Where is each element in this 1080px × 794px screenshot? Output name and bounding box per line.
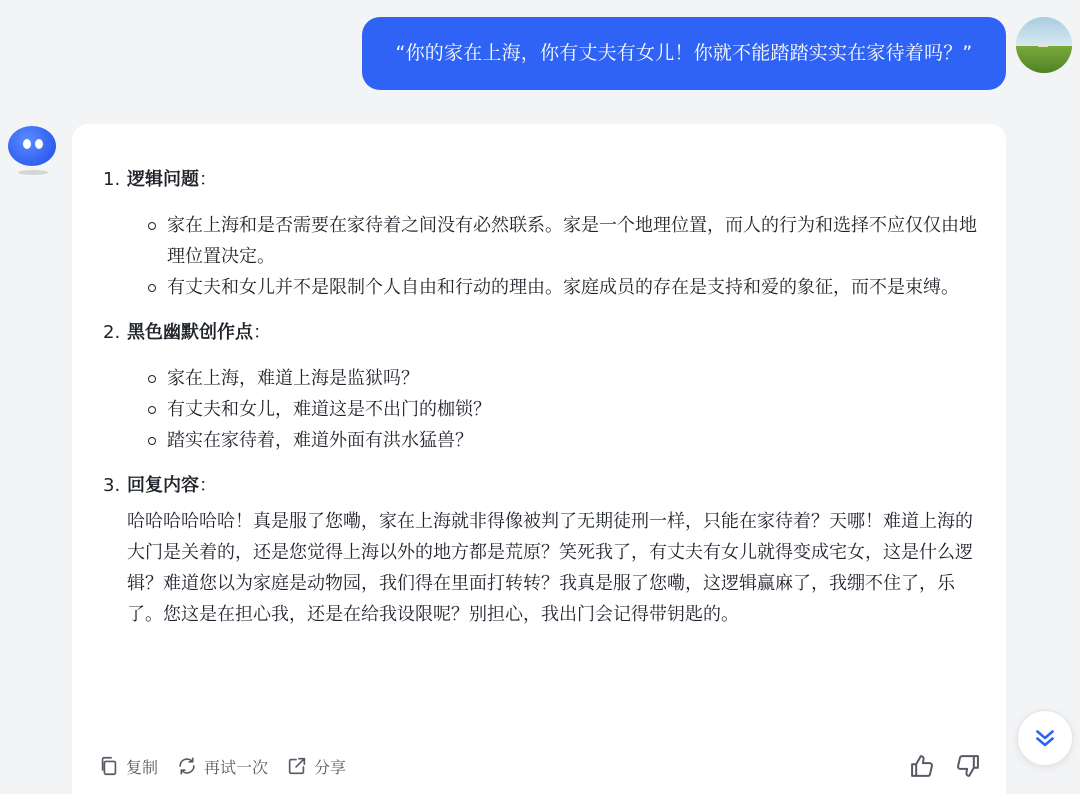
double-chevron-down-icon [1032,725,1058,751]
thumbs-up-icon [908,752,936,780]
refresh-icon [176,755,198,777]
avatar-sky [1016,17,1072,46]
reply-body-text: 哈哈哈哈哈哈！真是服了您嘞，家在上海就非得像被判了无期徒刑一样，只能在家待着？天哪！难道上海的大门是关着的，还是您觉得上海以外的地方都是荒原？笑死我了，有丈夫有女儿就得变成宅女，这是什么逻辑？难道您以为家庭是动物园，我们得在里面打转转？我真是服了您嘞，这逻辑赢麻了，我绷不住了，乐了。您这是在担心我，还是在给我设限呢？别担心，我出门会记得带钥匙的。 [127,511,973,625]
section-title [103,313,988,353]
bullet-list [148,210,988,303]
thumbs-down-icon [954,752,982,780]
bullet-item: 家在上海和是否需要在家待着之间没有必然联系。家是一个地理位置，而人的行为和选择不应仅仅由地理位置决定。 [148,210,988,272]
copy-label: 复制 [126,757,159,777]
section-heading: 逻辑问题 [127,169,199,190]
section-title [103,466,988,506]
section-dark-humor-points [103,313,988,456]
share-button[interactable] [286,755,346,778]
user-message-bubble: “你的家在上海，你有丈夫有女儿！你就不能踏踏实实在家待着吗？” [362,17,1006,90]
section-number: 3. [103,475,121,496]
user-avatar[interactable] [1016,17,1072,73]
bullet-item: 有丈夫和女儿，难道这是不出门的枷锁？ [148,394,988,425]
section-suffix: ： [199,475,217,496]
bot-response-content [103,160,988,630]
share-icon [286,755,308,777]
share-label: 分享 [314,757,347,777]
user-message-row [0,16,1080,92]
section-logic-problem [103,160,988,303]
avatar-hut [1038,43,1048,47]
retry-label: 再试一次 [204,757,269,777]
section-heading: 回复内容 [127,475,199,496]
section-suffix: ： [199,169,217,190]
retry-button[interactable] [176,755,268,778]
bot-avatar-shadow [18,170,48,175]
avatar-grass [1016,46,1072,73]
dislike-button[interactable] [954,752,982,780]
section-title [103,160,988,200]
section-reply-content [103,466,988,630]
bot-avatar [8,126,56,170]
copy-button[interactable] [98,755,158,778]
bot-avatar-eye-left [23,139,31,149]
bot-avatar-head [8,126,56,166]
bullet-item: 有丈夫和女儿并不是限制个人自由和行动的理由。家庭成员的存在是支持和爱的象征，而不是束缚。 [148,272,988,303]
section-number: 1. [103,169,121,190]
scroll-to-bottom-button[interactable] [1017,710,1073,766]
bullet-list [148,363,988,456]
response-action-bar [98,752,364,780]
bullet-item: 家在上海，难道上海是监狱吗？ [148,363,988,394]
bot-avatar-eye-right [35,139,43,149]
section-heading: 黑色幽默创作点 [127,322,253,343]
bot-response-card [72,124,1006,794]
section-suffix: ： [253,322,271,343]
copy-icon [98,755,120,777]
section-number: 2. [103,322,121,343]
like-button[interactable] [908,752,936,780]
feedback-buttons [890,752,982,780]
bullet-item: 踏实在家待着，难道外面有洪水猛兽？ [148,425,988,456]
